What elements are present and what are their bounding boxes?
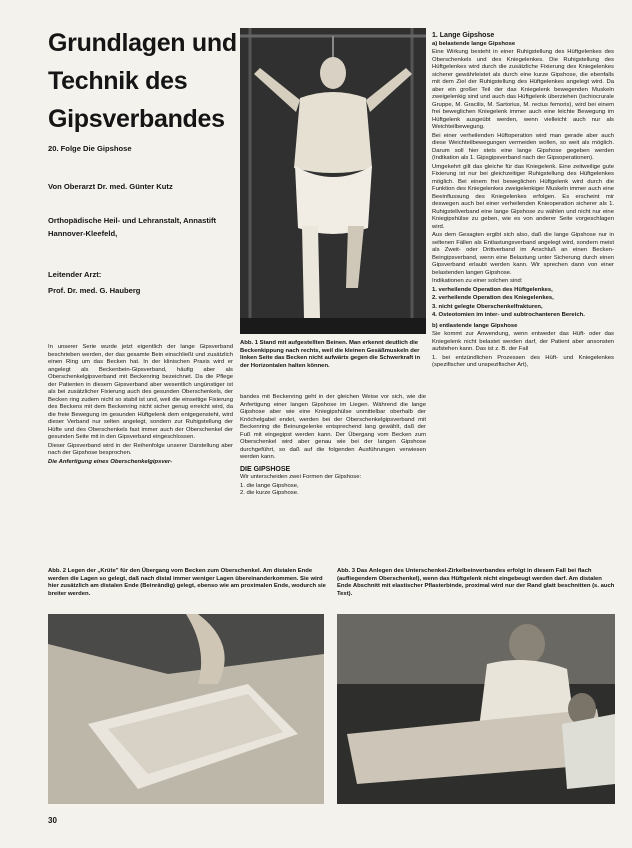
- list-item: 2. verheilende Operation des Kniegelenkes,: [432, 295, 554, 301]
- figure-2-illustration: [48, 614, 324, 804]
- series-line: 20. Folge Die Gipshose: [48, 144, 132, 153]
- column-left: [48, 344, 233, 467]
- paragraph: Umgekehrt gilt das gleiche für das Kniegelenk. Eine zeitweilige gute Fixierung ist nur bei gleichzeitiger Ruhigstellung des Hüftgelenkes möglich. Bei einem frei beweglichen Hüftgelenk wird durch die Funktion des Kniegelenkes zweigelenkiger Muskeln immer auch eine Beeinflussung des Kniegelenkes erfolgen. Es erscheint mir deswegen auch bei einer verheilenden Knieoperation sicherer als 1. Ruhigstellverband eine lange Gipshose zu wählen und nicht nur eine Kniegipshülse zu geben, wie es von anderer Seite vorgeschlagen wird.: [432, 163, 614, 230]
- list-item: 2. die kurze Gipshose.: [240, 490, 299, 496]
- paragraph: Aus dem Gesagten ergibt sich also, daß die lange Gipshose nur in seltenen Fällen als Entlastungsverband angelegt wird, sondern meist als Zweit- oder Drittverband im Anschluß an einen Becken-Beingipsverband, wenn eine Belastung unter Sicherung durch einen Gipsverband erlaubt werden kann. Wir sprechen dann von einer belastenden langen Gipshose.: [432, 232, 614, 276]
- subheading-entlastende: b) entlastende lange Gipshose: [432, 322, 518, 329]
- author-line: Von Oberarzt Dr. med. Günter Kutz: [48, 182, 173, 191]
- figure-1-caption: Abb. 1 Stand mit aufgestellten Beinen. Man erkennt deutlich die Beckenkippung nach rechts, weil die kleinen Gesäßmuskeln der linken Seite das Becken nicht aufwärts gegen die Schwerkraft in der Horizontalen halten können.: [240, 340, 421, 369]
- figure-2-caption: Abb. 2 Legen der „Krüte" für den Übergang vom Becken zum Oberschenkel. Am distalen Ende werden die Lagen so gelegt, daß nach distal immer weniger Lagen übereinanderkommen. Sie wird hier zusätzlich am distalen Ende (Beinrändig) gelegt, ebenso wie am proximalen Ende, wodurch sie breiter werden.: [48, 568, 326, 597]
- section-heading-gipshose: DIE GIPSHOSE: [240, 465, 291, 473]
- figure-1-illustration: [240, 28, 426, 334]
- page-number: 30: [48, 816, 57, 825]
- paragraph: Wir unterscheiden zwei Formen der Gipshose:: [240, 474, 362, 480]
- indications-list: [432, 287, 614, 320]
- figure-1-photo: [240, 28, 426, 334]
- list-item: 1. die lange Gipshose,: [240, 482, 299, 489]
- paragraph: Die Anfertigung eines Oberschenkelgipsver-: [48, 458, 173, 465]
- figure-3-photo: [337, 614, 615, 804]
- figure-3-illustration: [337, 614, 615, 804]
- paragraph: Eine Wirkung besteht in einer Ruhigstellung des Hüftgelenkes des Oberschenkels und des Kniegelenkes. Die Ruhigstellung des Hüftgelenkes wird durch die zusätzliche Fixierung des Kniegelenkes sicherer gewährleistet als durch eine kurze Gipshose, die ebenfalls mit dem Ziel der Ruhigstellung des Hüftgelenkes angelegt wird. Da aber ein großer Teil der das Kniegelenk bewegenden Muskeln zweigelenkig sind und auch das Hüftgelenk überziehen (ischiocrurale Gruppe, M. Gracilis, M. Sartorius, M. rectus femoris), wird bei einem frei beweglichen Kniegelenk immer auch eine leichte Bewegung im Hüftgelenk ausgeübt werden, wenn vielleicht auch nur als Weichteilbewegung.: [432, 49, 614, 130]
- list-item: 4. Osteotomien im inter- und subtrochanteren Bereich.: [432, 312, 585, 318]
- figure-2-photo: [48, 614, 324, 804]
- paragraph: bandes mit Beckenring geht in der gleichen Weise vor sich, wie die Anfertigung einer langen Gipshose im Liegen. Während die lange Gipshose aber wie eine Kniegipshülse unmittelbar oberhalb der Knöchelgabel endet, werden bei der Oberschenkelgipsverband mit Beckenring die Beinungelenke entsprechend lang gewählt, daß der Fuß mit eingegipst werden kann. Der Übergang vom Becken zum Oberschenkel wird aber genau wie bei der langen Gipshose durchgeführt, so daß auf die folgenden Ausführungen verwiesen werden kann.: [240, 394, 426, 460]
- list-item: 1. bei entzündlichen Prozessen des Hüft- und Kniegelenkes (spezifischer und unspezifischer Art),: [432, 354, 614, 368]
- institution-line: Orthopädische Heil- und Lehranstalt, Annastift Hannover-Kleefeld,: [48, 216, 217, 238]
- list-item: 3. nicht gelegte Oberschenkelfrakturen,: [432, 303, 543, 310]
- paragraph: In unserer Serie wurde jetzt eigentlich der lange Gipsverband beschrieben werden, der das gesamte Bein einschließt und zusätzlich einen Ring um das Becken hat. In der klinischen Praxis wird er angelegt als Beckenbein-Gipsverband, häufig aber als Oberschenkelgipsverband mit Beckenring bezeichnet. Da die Pflege der Patienten in diesem Gipsverband aber wesentlich ungünstiger ist als bei zusätzlicher Fixierung auch des gesunden Oberschenkels, der Becken ring zudem nicht so stabil ist und, weil die einseitige Fixierung des Beckens mit dem Beckenring nicht sicher genug erreicht wird, da die freie Bewegung im gesunden Hüftgelenk dem entgegensteht, wird dieser Verband nur selten angelegt, sondern zur Ruhigstellung der Hüfte und des Oberschenkels fast immer auch der Oberschenkel der gesunden Seite mit in den Gipsverband eingeschlossen.: [48, 344, 233, 440]
- column-right: [432, 30, 614, 371]
- figure-3-caption: Abb. 3 Das Anlegen des Unterschenkel-Zirkelbeinverbandes erfolgt in diesem Fall bei flach (aufliegendem Oberschenkel), wenn das Hüftgelenk nicht eingebeugt werden darf. Am distalen Ende Abschnitt mit elastischer Pflasterbinde, proximal wird nur der Rand glatt beschnitten (s. auch Text).: [337, 568, 615, 597]
- column-middle: [240, 394, 426, 498]
- list-item: 1. verheilende Operation des Hüftgelenkes,: [432, 286, 553, 293]
- chief-name: Prof. Dr. med. G. Hauberg: [48, 286, 141, 295]
- subheading-belastende: a) belastende lange Gipshose: [432, 40, 516, 47]
- paragraph: Sie kommt zur Anwendung, wenn entweder das Hüft- oder das Kniegelenk nicht belastet werden darf, der Patient aber ansonsten aufstehen kann. Das ist z. B. der Fall: [432, 331, 614, 352]
- chief-label: Leitender Arzt:: [48, 270, 102, 279]
- paragraph: Bei einer verheilenden Hüftoperation wird man gerade aber auch diese Weichteilbewegungen vermeiden wollen, so weit als möglich. Darum soll hier stets eine lange Gipshose gegeben werden (Indikation als 1. Gipsgipsverband nach der Gipsoperationen).: [432, 132, 614, 161]
- section-heading-lange-gipshose: 1. Lange Gipshose: [432, 32, 495, 39]
- paragraph: Dieser Gipsverband wird in der Reihenfolge unserer Darstellung aber nach der Gipshose besprochen.: [48, 442, 233, 456]
- indications-label: Indikationen zu einer solchen sind:: [432, 278, 523, 284]
- article-title: Grundlagen und Technik des Gipsverbandes: [48, 29, 237, 133]
